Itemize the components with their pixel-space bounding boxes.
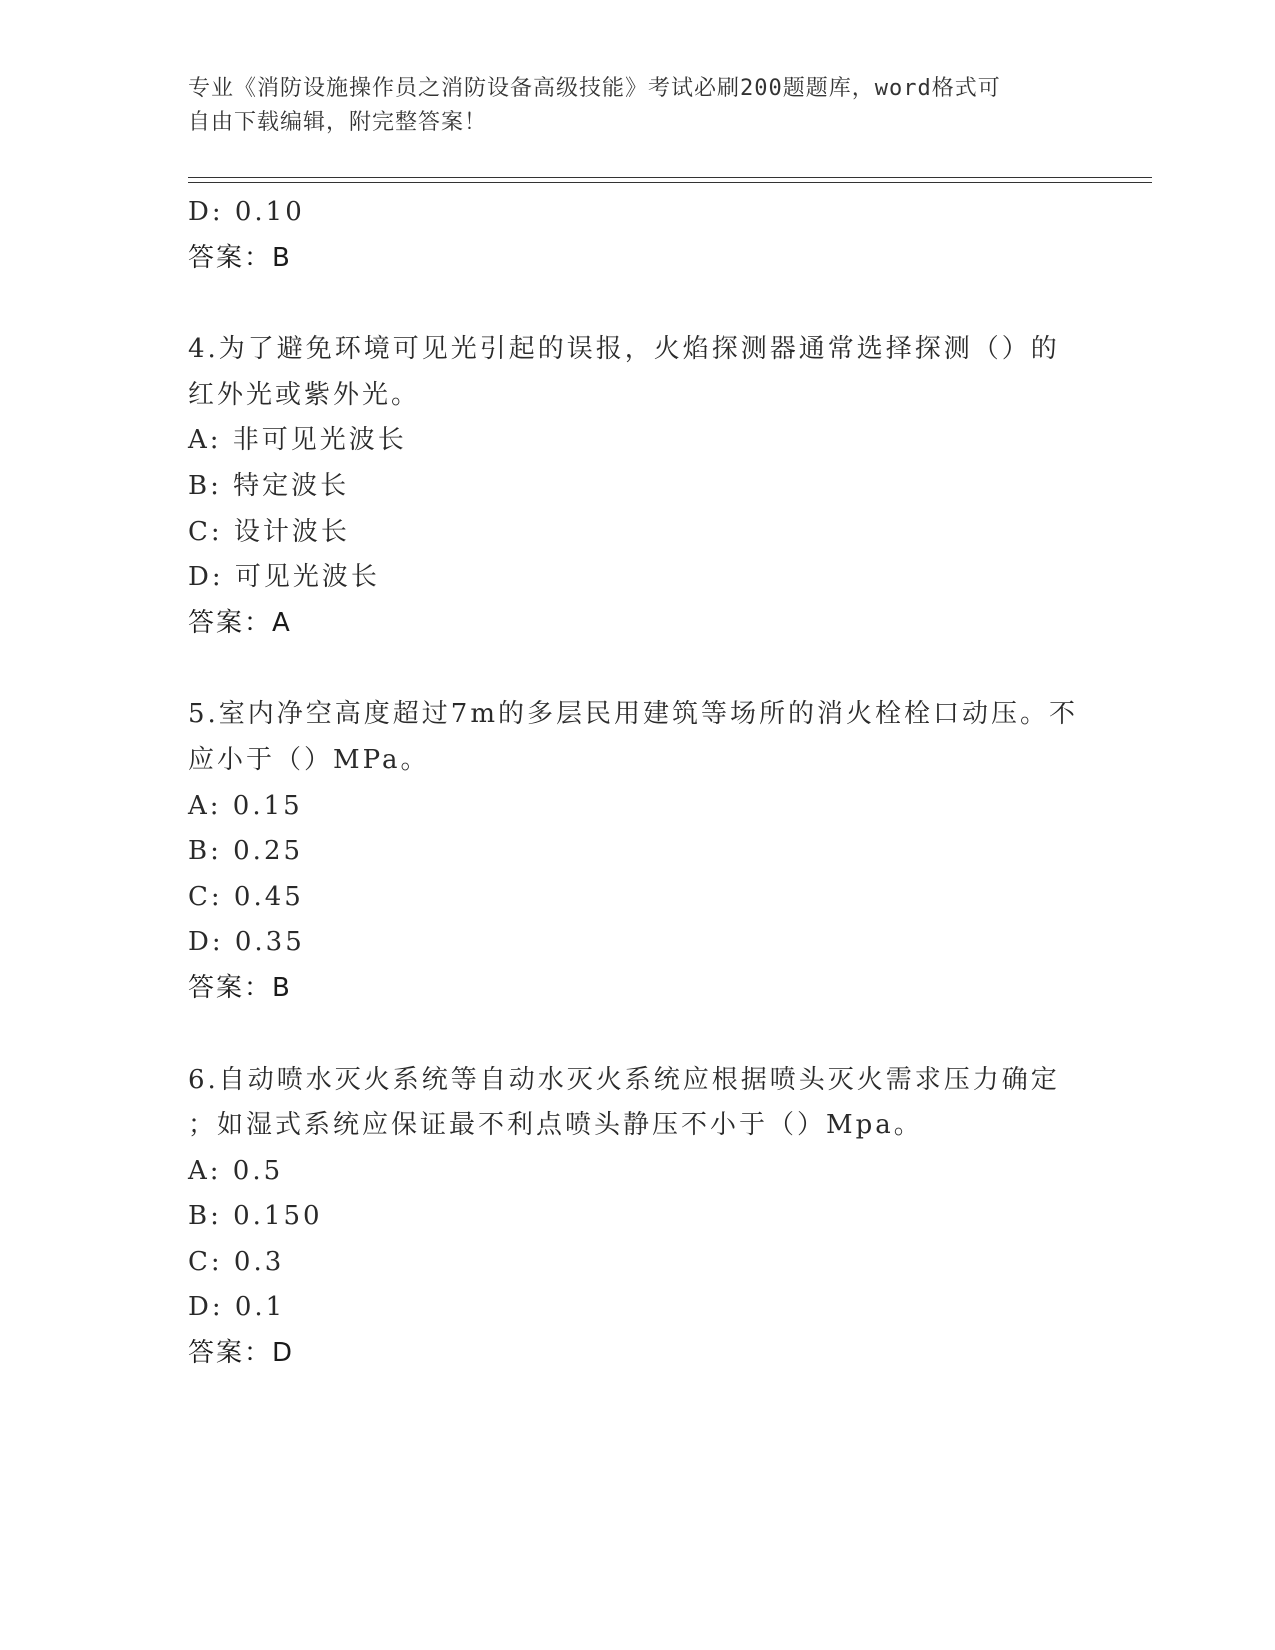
spacer bbox=[188, 646, 1088, 692]
header-title-line-1: 专业《消防设施操作员之消防设备高级技能》考试必刷200题题库，word格式可 bbox=[188, 76, 1001, 101]
question-stem-line-1: 6.自动喷水灭火系统等自动水灭火系统应根据喷头灭火需求压力确定 bbox=[188, 1064, 1060, 1095]
answer-label: 答案：D bbox=[188, 1338, 295, 1369]
option-c: C: 0.3 bbox=[188, 1246, 285, 1277]
question-stem-line-1: 5.室内净空高度超过7m的多层民用建筑等场所的消火栓栓口动压。不 bbox=[188, 699, 1079, 730]
question-stem-line-2: 红外光或紫外光。 bbox=[188, 379, 421, 410]
option-a: A: 0.5 bbox=[188, 1155, 284, 1186]
option-d: D: 0.1 bbox=[188, 1292, 286, 1323]
question-6 bbox=[188, 1058, 1088, 1377]
question-stem-line-2: ；如湿式系统应保证最不利点喷头静压不小于（）Mpa。 bbox=[188, 1110, 923, 1141]
question-stem-line-1: 4.为了避免环境可见光引起的误报，火焰探测器通常选择探测（）的 bbox=[188, 334, 1060, 365]
option-a: A: 非可见光波长 bbox=[188, 425, 407, 456]
question-content bbox=[188, 190, 1088, 1377]
option-b: B: 特定波长 bbox=[188, 470, 350, 501]
option-d: D: 0.10 bbox=[188, 197, 305, 227]
spacer bbox=[188, 1012, 1088, 1058]
option-b: B: 0.150 bbox=[188, 1201, 323, 1232]
question-stem-line-2: 应小于（）MPa。 bbox=[188, 744, 430, 775]
answer-label: 答案：B bbox=[188, 972, 292, 1003]
document-header bbox=[188, 72, 1088, 140]
question-4 bbox=[188, 327, 1088, 646]
option-a: A: 0.15 bbox=[188, 790, 303, 821]
spacer bbox=[188, 281, 1088, 327]
previous-question-tail bbox=[188, 190, 1088, 281]
header-divider-bottom bbox=[188, 182, 1152, 183]
option-c: C: 0.45 bbox=[188, 881, 304, 912]
answer-label: 答案：A bbox=[188, 607, 292, 638]
option-d: D: 可见光波长 bbox=[188, 562, 380, 593]
option-b: B: 0.25 bbox=[188, 836, 304, 867]
answer-label: 答案：B bbox=[188, 242, 292, 273]
option-c: C: 设计波长 bbox=[188, 516, 350, 547]
option-d: D: 0.35 bbox=[188, 927, 305, 958]
header-divider-top bbox=[188, 177, 1152, 178]
header-title-line-2: 自由下载编辑，附完整答案！ bbox=[188, 110, 488, 135]
question-5 bbox=[188, 692, 1088, 1011]
